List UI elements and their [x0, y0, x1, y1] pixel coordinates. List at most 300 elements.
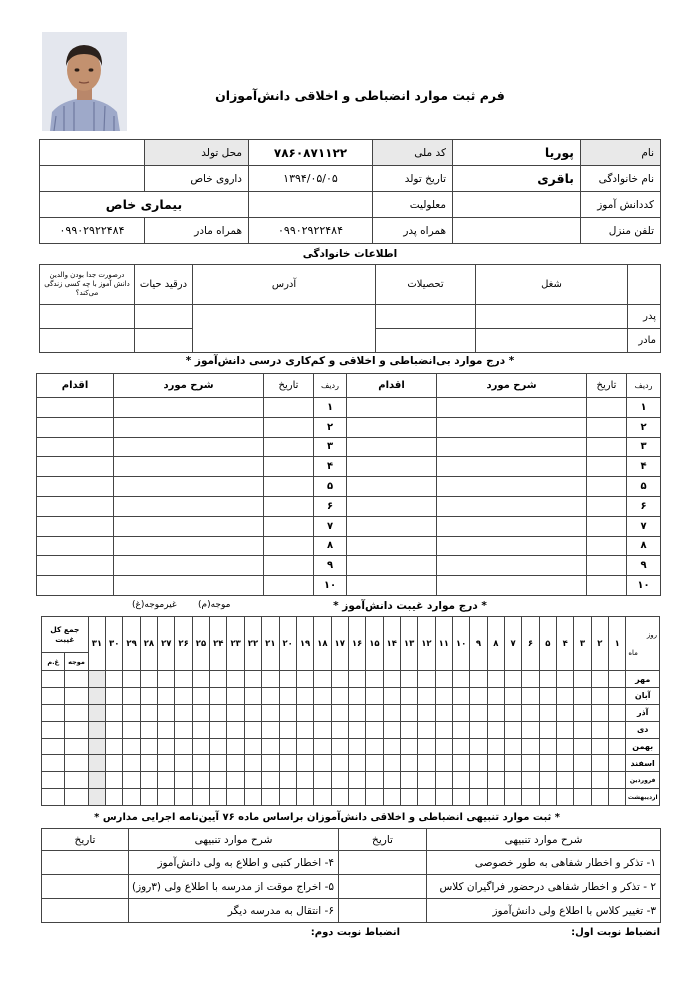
incident-description-right[interactable] — [437, 496, 587, 516]
absence-day-cell[interactable] — [348, 671, 365, 688]
absence-day-cell[interactable] — [279, 721, 296, 738]
incident-action-right[interactable] — [347, 516, 437, 536]
absence-day-cell[interactable] — [296, 755, 313, 772]
absence-day-cell[interactable] — [591, 721, 608, 738]
absence-day-cell[interactable] — [106, 789, 123, 806]
absence-day-cell[interactable] — [140, 688, 157, 705]
absence-day-cell[interactable] — [418, 688, 435, 705]
absence-day-cell[interactable] — [244, 671, 261, 688]
incident-date-right[interactable] — [587, 457, 627, 477]
absence-day-cell[interactable] — [383, 721, 400, 738]
incident-date-left[interactable] — [264, 417, 314, 437]
absence-day-cell[interactable] — [452, 704, 469, 721]
absence-day-cell[interactable] — [314, 789, 331, 806]
mother-guardian-cell[interactable] — [40, 329, 135, 353]
incident-action-left[interactable] — [37, 576, 114, 596]
absence-day-cell[interactable] — [314, 738, 331, 755]
incident-description-left[interactable] — [114, 556, 264, 576]
absence-day-cell[interactable] — [504, 738, 521, 755]
absence-day-cell[interactable] — [244, 772, 261, 789]
absence-day-cell[interactable] — [418, 671, 435, 688]
absence-day-cell[interactable] — [227, 772, 244, 789]
absence-day-cell[interactable] — [557, 789, 574, 806]
absence-day-cell[interactable] — [158, 772, 175, 789]
incident-action-left[interactable] — [37, 496, 114, 516]
absence-day-cell[interactable] — [192, 671, 209, 688]
absence-day-cell[interactable] — [227, 738, 244, 755]
absence-day-cell[interactable] — [192, 789, 209, 806]
absence-day-cell[interactable] — [279, 688, 296, 705]
absence-day-cell[interactable] — [123, 738, 140, 755]
incident-action-right[interactable] — [347, 477, 437, 497]
absence-day-cell[interactable] — [262, 772, 279, 789]
absence-day-cell[interactable] — [522, 738, 539, 755]
absence-unexcused-total[interactable] — [42, 671, 65, 688]
absence-day-cell[interactable] — [296, 688, 313, 705]
absence-day-cell[interactable] — [435, 738, 452, 755]
absence-day-cell[interactable] — [348, 704, 365, 721]
absence-unexcused-total[interactable] — [42, 789, 65, 806]
absence-day-cell[interactable] — [106, 755, 123, 772]
absence-day-cell[interactable] — [383, 671, 400, 688]
absence-day-cell[interactable] — [175, 789, 192, 806]
absence-day-cell[interactable] — [192, 738, 209, 755]
punish-date-2[interactable] — [339, 875, 427, 899]
absence-day-cell[interactable] — [522, 671, 539, 688]
absence-day-cell[interactable] — [210, 721, 227, 738]
absence-day-cell[interactable] — [140, 671, 157, 688]
absence-day-cell[interactable] — [331, 704, 348, 721]
incident-action-left[interactable] — [37, 417, 114, 437]
absence-day-cell[interactable] — [279, 671, 296, 688]
absence-day-cell[interactable] — [348, 721, 365, 738]
absence-day-cell[interactable] — [88, 704, 105, 721]
absence-day-cell[interactable] — [140, 755, 157, 772]
absence-excused-total[interactable] — [65, 671, 88, 688]
absence-day-cell[interactable] — [175, 688, 192, 705]
absence-day-cell[interactable] — [88, 755, 105, 772]
absence-day-cell[interactable] — [158, 688, 175, 705]
absence-day-cell[interactable] — [175, 671, 192, 688]
birthplace-value[interactable] — [40, 140, 145, 166]
absence-day-cell[interactable] — [279, 789, 296, 806]
absence-excused-total[interactable] — [65, 704, 88, 721]
absence-day-cell[interactable] — [487, 772, 504, 789]
absence-day-cell[interactable] — [400, 738, 417, 755]
absence-day-cell[interactable] — [227, 789, 244, 806]
incident-action-right[interactable] — [347, 457, 437, 477]
absence-day-cell[interactable] — [227, 688, 244, 705]
absence-day-cell[interactable] — [452, 671, 469, 688]
absence-day-cell[interactable] — [557, 688, 574, 705]
absence-day-cell[interactable] — [314, 671, 331, 688]
absence-day-cell[interactable] — [296, 772, 313, 789]
absence-day-cell[interactable] — [609, 671, 626, 688]
absence-day-cell[interactable] — [262, 688, 279, 705]
absence-day-cell[interactable] — [487, 721, 504, 738]
absence-day-cell[interactable] — [348, 688, 365, 705]
absence-day-cell[interactable] — [400, 755, 417, 772]
absence-day-cell[interactable] — [348, 738, 365, 755]
absence-day-cell[interactable] — [331, 688, 348, 705]
absence-day-cell[interactable] — [452, 789, 469, 806]
incident-description-right[interactable] — [437, 556, 587, 576]
absence-day-cell[interactable] — [348, 789, 365, 806]
absence-day-cell[interactable] — [539, 755, 556, 772]
absence-day-cell[interactable] — [175, 738, 192, 755]
incident-description-left[interactable] — [114, 576, 264, 596]
incident-description-left[interactable] — [114, 516, 264, 536]
absence-day-cell[interactable] — [366, 772, 383, 789]
absence-day-cell[interactable] — [539, 789, 556, 806]
absence-day-cell[interactable] — [591, 789, 608, 806]
absence-day-cell[interactable] — [331, 738, 348, 755]
absence-day-cell[interactable] — [140, 704, 157, 721]
punish-date-6[interactable] — [42, 899, 129, 923]
absence-day-cell[interactable] — [418, 738, 435, 755]
absence-day-cell[interactable] — [452, 721, 469, 738]
absence-day-cell[interactable] — [140, 772, 157, 789]
absence-excused-total[interactable] — [65, 772, 88, 789]
absence-day-cell[interactable] — [331, 772, 348, 789]
incident-description-right[interactable] — [437, 457, 587, 477]
incident-action-right[interactable] — [347, 556, 437, 576]
punish-date-1[interactable] — [339, 851, 427, 875]
absence-day-cell[interactable] — [452, 772, 469, 789]
absence-day-cell[interactable] — [262, 671, 279, 688]
absence-day-cell[interactable] — [366, 721, 383, 738]
absence-day-cell[interactable] — [418, 721, 435, 738]
absence-day-cell[interactable] — [244, 704, 261, 721]
absence-day-cell[interactable] — [470, 671, 487, 688]
absence-day-cell[interactable] — [574, 772, 591, 789]
absence-day-cell[interactable] — [366, 671, 383, 688]
absence-day-cell[interactable] — [383, 704, 400, 721]
absence-day-cell[interactable] — [400, 688, 417, 705]
absence-day-cell[interactable] — [210, 688, 227, 705]
incident-action-right[interactable] — [347, 437, 437, 457]
father-guardian-cell[interactable] — [40, 305, 135, 329]
incident-action-right[interactable] — [347, 417, 437, 437]
absence-day-cell[interactable] — [557, 721, 574, 738]
absence-day-cell[interactable] — [574, 789, 591, 806]
incident-description-right[interactable] — [437, 536, 587, 556]
incident-description-left[interactable] — [114, 496, 264, 516]
absence-day-cell[interactable] — [366, 789, 383, 806]
incident-date-right[interactable] — [587, 477, 627, 497]
absence-day-cell[interactable] — [296, 671, 313, 688]
absence-day-cell[interactable] — [296, 789, 313, 806]
incident-description-left[interactable] — [114, 417, 264, 437]
absence-day-cell[interactable] — [591, 755, 608, 772]
absence-unexcused-total[interactable] — [42, 738, 65, 755]
absence-day-cell[interactable] — [557, 738, 574, 755]
incident-date-left[interactable] — [264, 536, 314, 556]
absence-day-cell[interactable] — [609, 688, 626, 705]
address-cell[interactable] — [193, 305, 376, 353]
absence-day-cell[interactable] — [522, 789, 539, 806]
incident-action-left[interactable] — [37, 516, 114, 536]
absence-day-cell[interactable] — [504, 772, 521, 789]
absence-unexcused-total[interactable] — [42, 721, 65, 738]
absence-day-cell[interactable] — [539, 704, 556, 721]
absence-day-cell[interactable] — [452, 688, 469, 705]
incident-action-left[interactable] — [37, 556, 114, 576]
absence-day-cell[interactable] — [106, 721, 123, 738]
absence-day-cell[interactable] — [383, 738, 400, 755]
absence-day-cell[interactable] — [435, 704, 452, 721]
absence-day-cell[interactable] — [504, 671, 521, 688]
absence-day-cell[interactable] — [123, 704, 140, 721]
absence-day-cell[interactable] — [244, 738, 261, 755]
absence-day-cell[interactable] — [123, 772, 140, 789]
absence-day-cell[interactable] — [400, 789, 417, 806]
absence-day-cell[interactable] — [609, 755, 626, 772]
absence-day-cell[interactable] — [522, 755, 539, 772]
absence-day-cell[interactable] — [314, 755, 331, 772]
absence-day-cell[interactable] — [88, 789, 105, 806]
incident-description-left[interactable] — [114, 398, 264, 418]
absence-day-cell[interactable] — [557, 704, 574, 721]
absence-day-cell[interactable] — [487, 738, 504, 755]
absence-day-cell[interactable] — [400, 704, 417, 721]
absence-day-cell[interactable] — [227, 704, 244, 721]
absence-day-cell[interactable] — [557, 755, 574, 772]
incident-action-right[interactable] — [347, 398, 437, 418]
absence-day-cell[interactable] — [487, 755, 504, 772]
absence-day-cell[interactable] — [591, 772, 608, 789]
incident-action-left[interactable] — [37, 536, 114, 556]
incident-action-right[interactable] — [347, 536, 437, 556]
absence-excused-total[interactable] — [65, 738, 88, 755]
absence-day-cell[interactable] — [522, 688, 539, 705]
absence-day-cell[interactable] — [348, 755, 365, 772]
absence-excused-total[interactable] — [65, 789, 88, 806]
absence-day-cell[interactable] — [574, 704, 591, 721]
incident-date-right[interactable] — [587, 398, 627, 418]
absence-day-cell[interactable] — [192, 704, 209, 721]
absence-day-cell[interactable] — [106, 671, 123, 688]
absence-day-cell[interactable] — [123, 789, 140, 806]
incident-description-left[interactable] — [114, 437, 264, 457]
absence-day-cell[interactable] — [539, 688, 556, 705]
absence-day-cell[interactable] — [435, 772, 452, 789]
absence-excused-total[interactable] — [65, 721, 88, 738]
absence-day-cell[interactable] — [470, 704, 487, 721]
absence-day-cell[interactable] — [175, 721, 192, 738]
absence-day-cell[interactable] — [158, 738, 175, 755]
absence-day-cell[interactable] — [331, 721, 348, 738]
home-phone-value[interactable] — [453, 218, 581, 244]
absence-day-cell[interactable] — [106, 688, 123, 705]
incident-description-right[interactable] — [437, 477, 587, 497]
mother-education-cell[interactable] — [376, 329, 476, 353]
absence-day-cell[interactable] — [88, 671, 105, 688]
incident-description-right[interactable] — [437, 437, 587, 457]
absence-day-cell[interactable] — [383, 755, 400, 772]
incident-description-right[interactable] — [437, 398, 587, 418]
absence-day-cell[interactable] — [331, 789, 348, 806]
absence-day-cell[interactable] — [140, 721, 157, 738]
absence-day-cell[interactable] — [140, 738, 157, 755]
absence-day-cell[interactable] — [400, 721, 417, 738]
absence-day-cell[interactable] — [487, 704, 504, 721]
absence-day-cell[interactable] — [262, 755, 279, 772]
absence-day-cell[interactable] — [487, 789, 504, 806]
absence-day-cell[interactable] — [591, 688, 608, 705]
absence-day-cell[interactable] — [435, 671, 452, 688]
absence-day-cell[interactable] — [106, 738, 123, 755]
incident-date-left[interactable] — [264, 576, 314, 596]
absence-unexcused-total[interactable] — [42, 772, 65, 789]
incident-description-right[interactable] — [437, 576, 587, 596]
father-alive-cell[interactable] — [135, 305, 193, 329]
student-code-value[interactable] — [453, 192, 581, 218]
absence-unexcused-total[interactable] — [42, 755, 65, 772]
absence-day-cell[interactable] — [435, 755, 452, 772]
absence-day-cell[interactable] — [192, 755, 209, 772]
incident-date-right[interactable] — [587, 536, 627, 556]
incident-date-left[interactable] — [264, 398, 314, 418]
absence-day-cell[interactable] — [609, 789, 626, 806]
absence-day-cell[interactable] — [591, 738, 608, 755]
absence-day-cell[interactable] — [227, 721, 244, 738]
absence-day-cell[interactable] — [314, 688, 331, 705]
absence-day-cell[interactable] — [279, 704, 296, 721]
punish-date-4[interactable] — [42, 851, 129, 875]
absence-day-cell[interactable] — [175, 772, 192, 789]
absence-day-cell[interactable] — [175, 755, 192, 772]
absence-day-cell[interactable] — [227, 755, 244, 772]
absence-day-cell[interactable] — [452, 738, 469, 755]
incident-date-left[interactable] — [264, 437, 314, 457]
absence-day-cell[interactable] — [314, 704, 331, 721]
punish-date-5[interactable] — [42, 875, 129, 899]
absence-day-cell[interactable] — [383, 688, 400, 705]
absence-day-cell[interactable] — [557, 772, 574, 789]
absence-day-cell[interactable] — [210, 755, 227, 772]
absence-day-cell[interactable] — [539, 738, 556, 755]
absence-day-cell[interactable] — [106, 704, 123, 721]
absence-day-cell[interactable] — [400, 772, 417, 789]
absence-day-cell[interactable] — [557, 671, 574, 688]
incident-date-right[interactable] — [587, 556, 627, 576]
absence-day-cell[interactable] — [88, 721, 105, 738]
incident-action-right[interactable] — [347, 576, 437, 596]
absence-day-cell[interactable] — [158, 704, 175, 721]
incident-description-right[interactable] — [437, 516, 587, 536]
absence-day-cell[interactable] — [609, 704, 626, 721]
incident-description-left[interactable] — [114, 457, 264, 477]
incident-date-right[interactable] — [587, 496, 627, 516]
absence-day-cell[interactable] — [279, 738, 296, 755]
absence-day-cell[interactable] — [418, 755, 435, 772]
absence-day-cell[interactable] — [296, 704, 313, 721]
absence-day-cell[interactable] — [366, 688, 383, 705]
absence-day-cell[interactable] — [418, 789, 435, 806]
absence-day-cell[interactable] — [504, 789, 521, 806]
special-medicine-value[interactable] — [40, 166, 145, 192]
absence-day-cell[interactable] — [227, 671, 244, 688]
incident-date-left[interactable] — [264, 477, 314, 497]
absence-day-cell[interactable] — [123, 671, 140, 688]
absence-day-cell[interactable] — [192, 721, 209, 738]
absence-day-cell[interactable] — [244, 755, 261, 772]
incident-description-right[interactable] — [437, 417, 587, 437]
absence-day-cell[interactable] — [88, 738, 105, 755]
absence-day-cell[interactable] — [435, 721, 452, 738]
incident-description-left[interactable] — [114, 536, 264, 556]
absence-day-cell[interactable] — [140, 789, 157, 806]
absence-day-cell[interactable] — [470, 789, 487, 806]
absence-day-cell[interactable] — [331, 755, 348, 772]
absence-day-cell[interactable] — [366, 738, 383, 755]
incident-date-left[interactable] — [264, 556, 314, 576]
father-education-cell[interactable] — [376, 305, 476, 329]
absence-day-cell[interactable] — [470, 738, 487, 755]
absence-day-cell[interactable] — [522, 772, 539, 789]
absence-day-cell[interactable] — [609, 772, 626, 789]
absence-unexcused-total[interactable] — [42, 688, 65, 705]
absence-day-cell[interactable] — [504, 721, 521, 738]
absence-day-cell[interactable] — [435, 688, 452, 705]
absence-day-cell[interactable] — [123, 755, 140, 772]
absence-day-cell[interactable] — [158, 671, 175, 688]
absence-day-cell[interactable] — [574, 738, 591, 755]
incident-description-left[interactable] — [114, 477, 264, 497]
absence-day-cell[interactable] — [574, 671, 591, 688]
absence-day-cell[interactable] — [158, 755, 175, 772]
absence-day-cell[interactable] — [314, 721, 331, 738]
punish-date-3[interactable] — [339, 899, 427, 923]
absence-day-cell[interactable] — [574, 755, 591, 772]
absence-day-cell[interactable] — [470, 688, 487, 705]
absence-day-cell[interactable] — [470, 755, 487, 772]
incident-date-right[interactable] — [587, 576, 627, 596]
absence-day-cell[interactable] — [522, 721, 539, 738]
absence-day-cell[interactable] — [210, 704, 227, 721]
incident-action-left[interactable] — [37, 457, 114, 477]
absence-day-cell[interactable] — [504, 755, 521, 772]
absence-day-cell[interactable] — [522, 704, 539, 721]
absence-day-cell[interactable] — [348, 772, 365, 789]
absence-day-cell[interactable] — [452, 755, 469, 772]
absence-excused-total[interactable] — [65, 755, 88, 772]
absence-day-cell[interactable] — [435, 789, 452, 806]
absence-day-cell[interactable] — [296, 721, 313, 738]
incident-action-left[interactable] — [37, 477, 114, 497]
absence-day-cell[interactable] — [591, 704, 608, 721]
absence-day-cell[interactable] — [210, 738, 227, 755]
mother-alive-cell[interactable] — [135, 329, 193, 353]
absence-day-cell[interactable] — [418, 772, 435, 789]
absence-day-cell[interactable] — [470, 721, 487, 738]
absence-day-cell[interactable] — [123, 721, 140, 738]
absence-day-cell[interactable] — [366, 704, 383, 721]
absence-day-cell[interactable] — [314, 772, 331, 789]
incident-date-right[interactable] — [587, 417, 627, 437]
absence-day-cell[interactable] — [262, 789, 279, 806]
father-job-cell[interactable] — [476, 305, 628, 329]
absence-day-cell[interactable] — [210, 772, 227, 789]
absence-day-cell[interactable] — [400, 671, 417, 688]
absence-day-cell[interactable] — [192, 772, 209, 789]
absence-day-cell[interactable] — [279, 772, 296, 789]
absence-day-cell[interactable] — [106, 772, 123, 789]
absence-day-cell[interactable] — [418, 704, 435, 721]
absence-day-cell[interactable] — [539, 721, 556, 738]
incident-date-left[interactable] — [264, 496, 314, 516]
